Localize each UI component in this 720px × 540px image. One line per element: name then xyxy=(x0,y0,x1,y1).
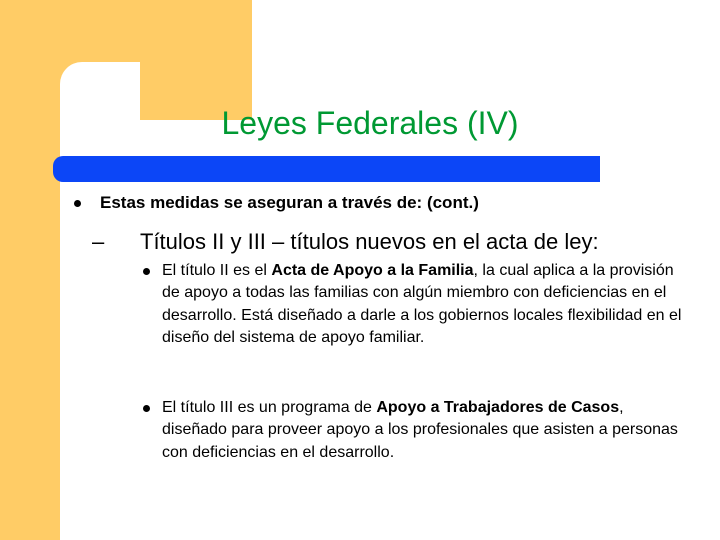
slide-title: Leyes Federales (IV) xyxy=(221,105,519,141)
item2-text-bold: Apoyo a Trabajadores de Casos xyxy=(376,399,620,416)
bullet-dot xyxy=(143,405,150,412)
bullet-level3-item1 xyxy=(162,260,682,349)
bullet-level2: Títulos II y III – títulos nuevos en el acta de ley: xyxy=(140,229,599,254)
item2-text-pre: El título III es un programa de xyxy=(162,399,377,416)
bullet-level3-item2 xyxy=(162,397,682,464)
title-underline-bar xyxy=(53,156,600,182)
item2-text-post: , diseñado para proveer apoyo a los profesionales que asisten a personas con deficiencias en el desarrollo. xyxy=(162,399,678,461)
item1-text-bold: Acta de Apoyo a la Familia xyxy=(271,262,474,279)
bullet-dot xyxy=(74,200,81,207)
item1-text-post: , la cual aplica a la provisión de apoyo a todas las familias con algún miembro con deficiencias en el desarrollo. Está diseñado a darle a los gobiernos locales flexibilidad en el diseño del sistema de apoyo familiar. xyxy=(162,262,682,346)
decorative-left-rail xyxy=(0,0,60,540)
bullet-level1: Estas medidas se aseguran a través de: (cont.) xyxy=(100,193,479,212)
item1-text-pre: El título II es el xyxy=(162,262,272,279)
bullet-dot xyxy=(143,268,150,275)
dash-marker: – xyxy=(92,229,105,254)
